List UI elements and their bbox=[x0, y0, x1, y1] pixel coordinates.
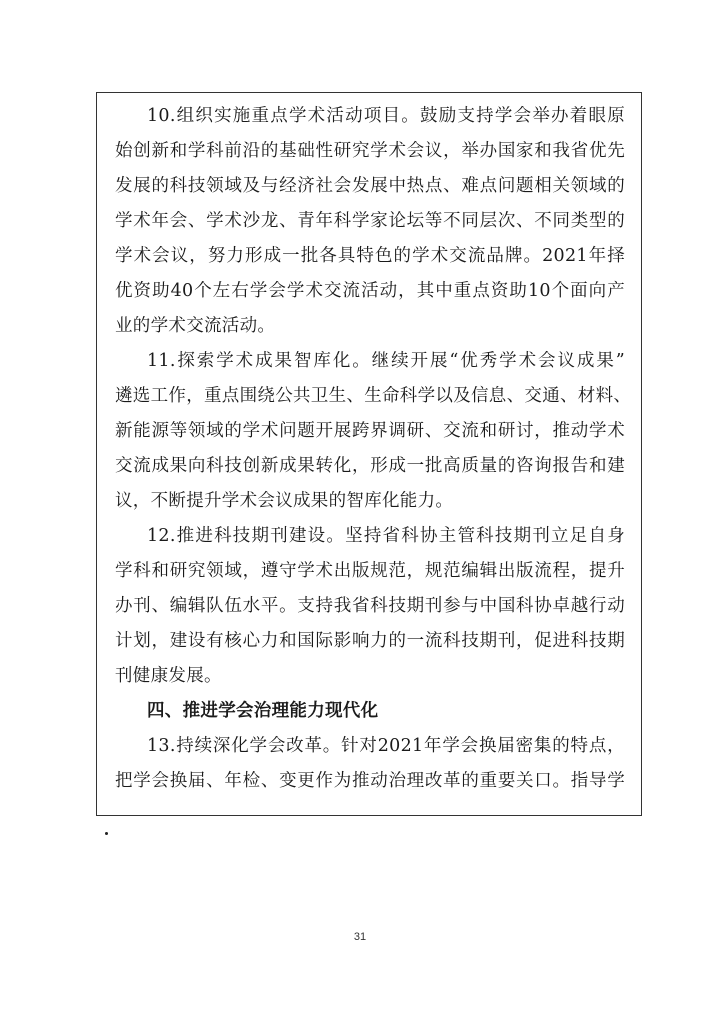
paragraph-13-line: 13.持续深化学会改革。针对2021年学会换届密集的特点， bbox=[147, 736, 625, 756]
paragraph-10-line: 学术会议，努力形成一批各具特色的学术交流品牌。2021年择 bbox=[115, 246, 625, 266]
paragraph-12-line: 12.推进科技期刊建设。坚持省科协主管科技期刊立足自身 bbox=[147, 526, 625, 546]
paragraph-12-line: 学科和研究领域，遵守学术出版规范，规范编辑出版流程，提升 bbox=[115, 561, 625, 581]
stray-dot-mark bbox=[105, 832, 108, 835]
paragraph-10-line: 学术年会、学术沙龙、青年科学家论坛等不同层次、不同类型的 bbox=[115, 211, 625, 231]
paragraph-11-line: 新能源等领域的学术问题开展跨界调研、交流和研讨，推动学术 bbox=[115, 421, 625, 441]
paragraph-10-line: 发展的科技领域及与经济社会发展中热点、难点问题相关领域的 bbox=[115, 176, 625, 196]
paragraph-12-line: 办刊、编辑队伍水平。支持我省科技期刊参与中国科协卓越行动 bbox=[115, 596, 625, 616]
paragraph-12-line: 计划，建设有核心力和国际影响力的一流科技期刊，促进科技期 bbox=[115, 631, 625, 651]
document-frame bbox=[96, 92, 642, 816]
paragraph-11-line: 交流成果向科技创新成果转化，形成一批高质量的咨询报告和建 bbox=[115, 456, 625, 476]
paragraph-10-line: 优资助40个左右学会学术交流活动，其中重点资助10个面向产 bbox=[115, 281, 625, 301]
paragraph-10-line: 业的学术交流活动。 bbox=[115, 316, 276, 336]
section-heading: 四、推进学会治理能力现代化 bbox=[147, 701, 379, 721]
page-number: 31 bbox=[353, 931, 367, 943]
paragraph-10-line: 始创新和学科前沿的基础性研究学术会议，举办国家和我省优先 bbox=[115, 141, 625, 161]
paragraph-11-line: 议，不断提升学术会议成果的智库化能力。 bbox=[115, 491, 454, 511]
paragraph-12-line: 刊健康发展。 bbox=[115, 666, 222, 686]
paragraph-11-line: 11.探索学术成果智库化。继续开展“优秀学术会议成果” bbox=[147, 351, 625, 371]
paragraph-13-line: 把学会换届、年检、变更作为推动治理改革的重要关口。指导学 bbox=[115, 771, 625, 791]
paragraph-11-line: 遴选工作，重点围绕公共卫生、生命科学以及信息、交通、材料、 bbox=[115, 386, 632, 406]
paragraph-10-line: 10.组织实施重点学术活动项目。鼓励支持学会举办着眼原 bbox=[147, 106, 625, 126]
